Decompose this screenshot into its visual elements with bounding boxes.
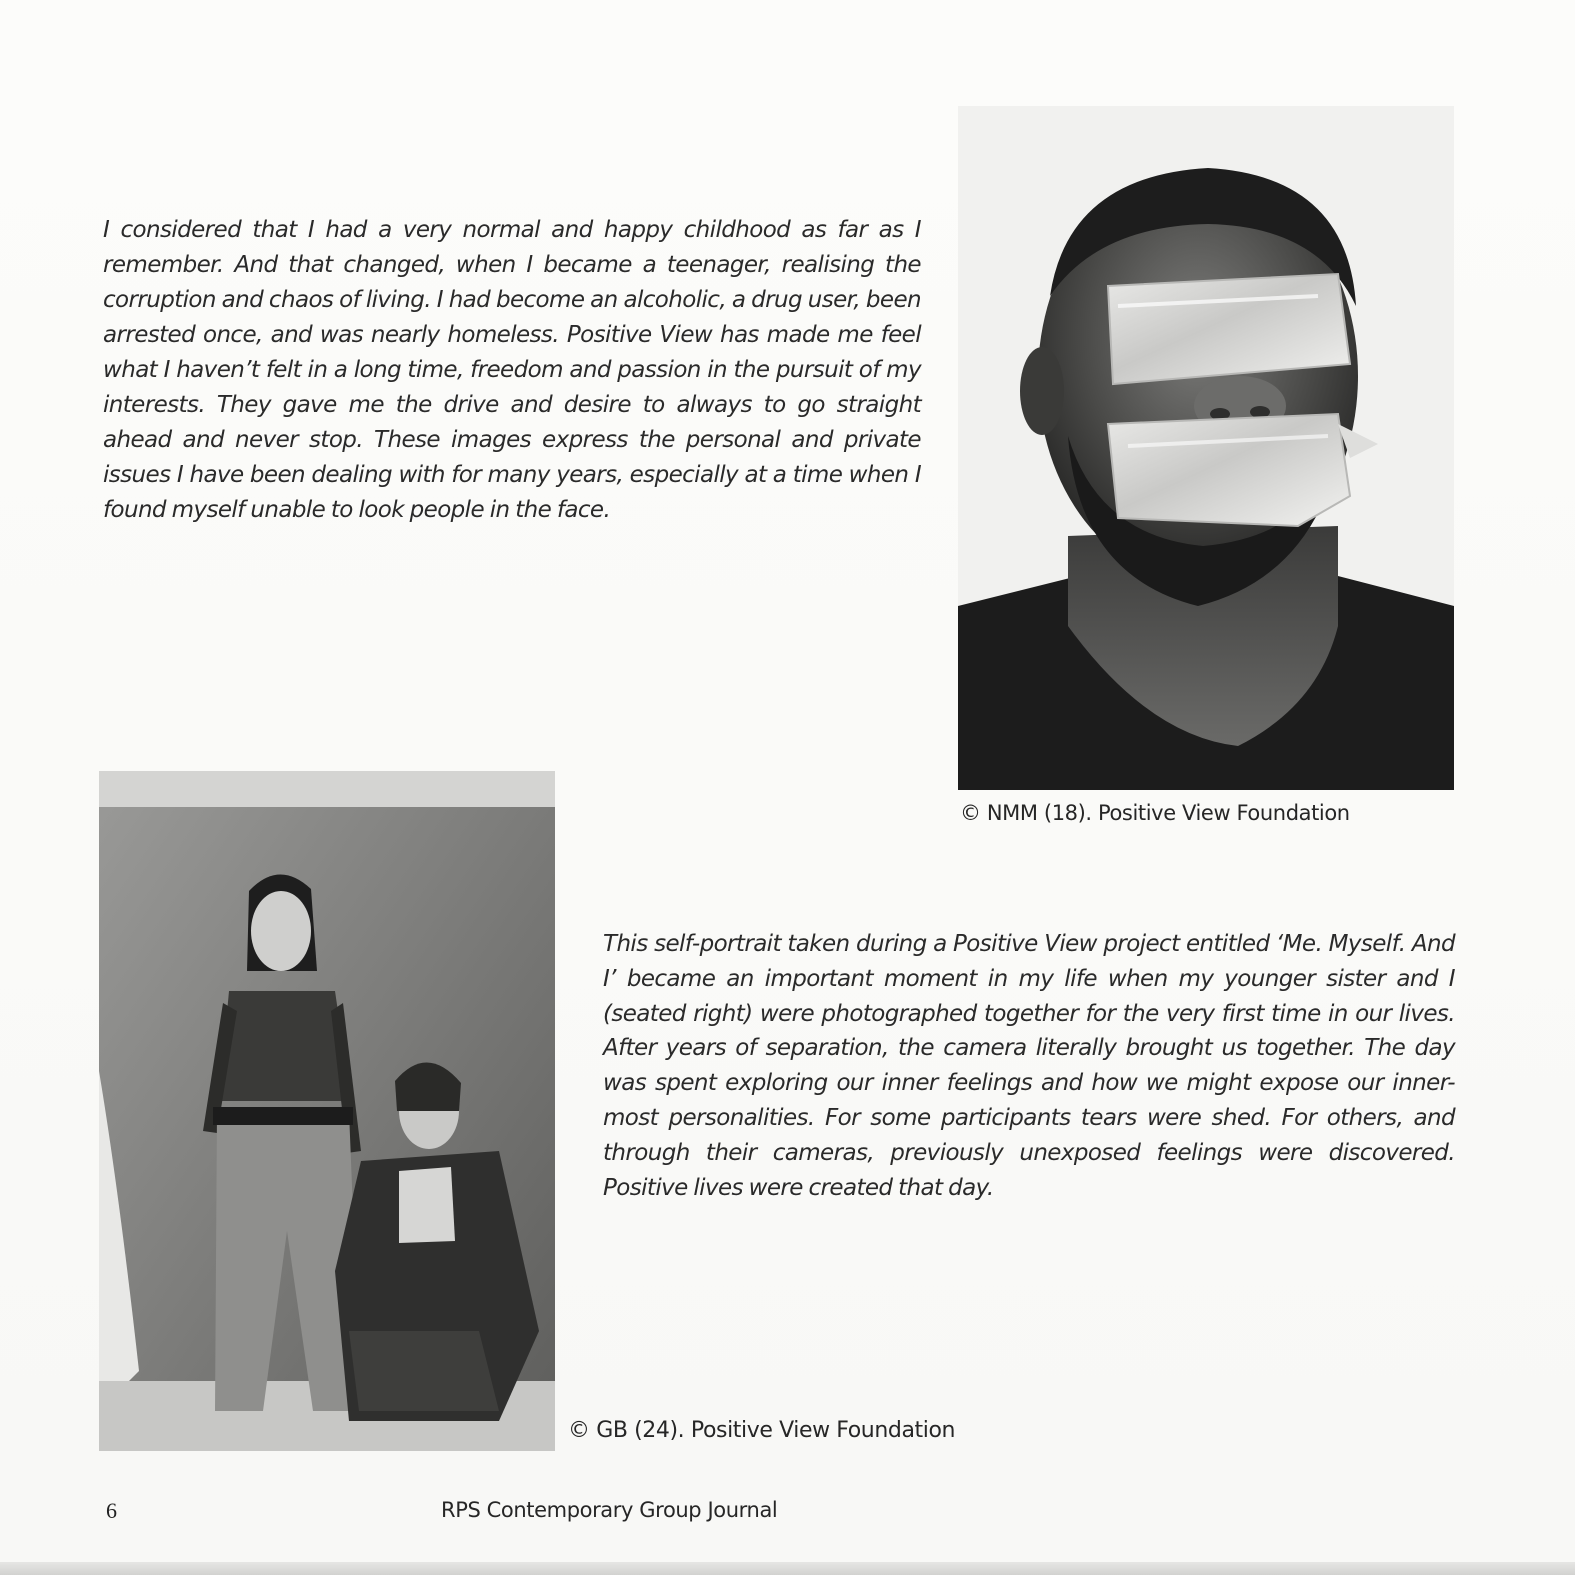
participant-quote-2: This self-portrait taken during a Positive View project entitled ‘Me. Myself. And I’ became an important moment in my life when my younger sister and I (seated right) were photographed together for the very first time in our lives. After years of separation, the camera literally brought us together. The day was spent exploring our inner feelings and how we might expose our inner-most personalities. For some participants tears were shed. For others, and through their cameras, previously unexposed feelings were discovered. Positive lives were created that day. [603,931,1455,1201]
photo-caption-sisters: © GB (24). Positive View Foundation [568,1418,956,1443]
portrait-photo-taped-face [958,106,1454,790]
sisters-illustration [99,771,555,1451]
participant-quote-1: I considered that I had a very normal and happy childhood as far as I remember. And that changed, when I became a teenager, realising the corruption and chaos of living. I had become an alcoholic, a drug user, been arrested once, and was nearly homeless. Positive View has made me feel what I haven’t felt in a long time, freedom and passion in the pursuit of my interests. They gave me the drive and desire to always to go straight ahead and never stop. These images express the personal and private issues I have been dealing with for many years, especially at a time when I found myself unable to look people in the face. [103,217,921,523]
page-bottom-edge [0,1562,1575,1575]
self-portrait-photo-sisters [99,771,555,1451]
portrait-illustration [958,106,1454,790]
photo-caption-man: © NMM (18). Positive View Foundation [960,801,1350,825]
journal-running-title: RPS Contemporary Group Journal [441,1498,778,1522]
page-number: 6 [106,1498,117,1523]
